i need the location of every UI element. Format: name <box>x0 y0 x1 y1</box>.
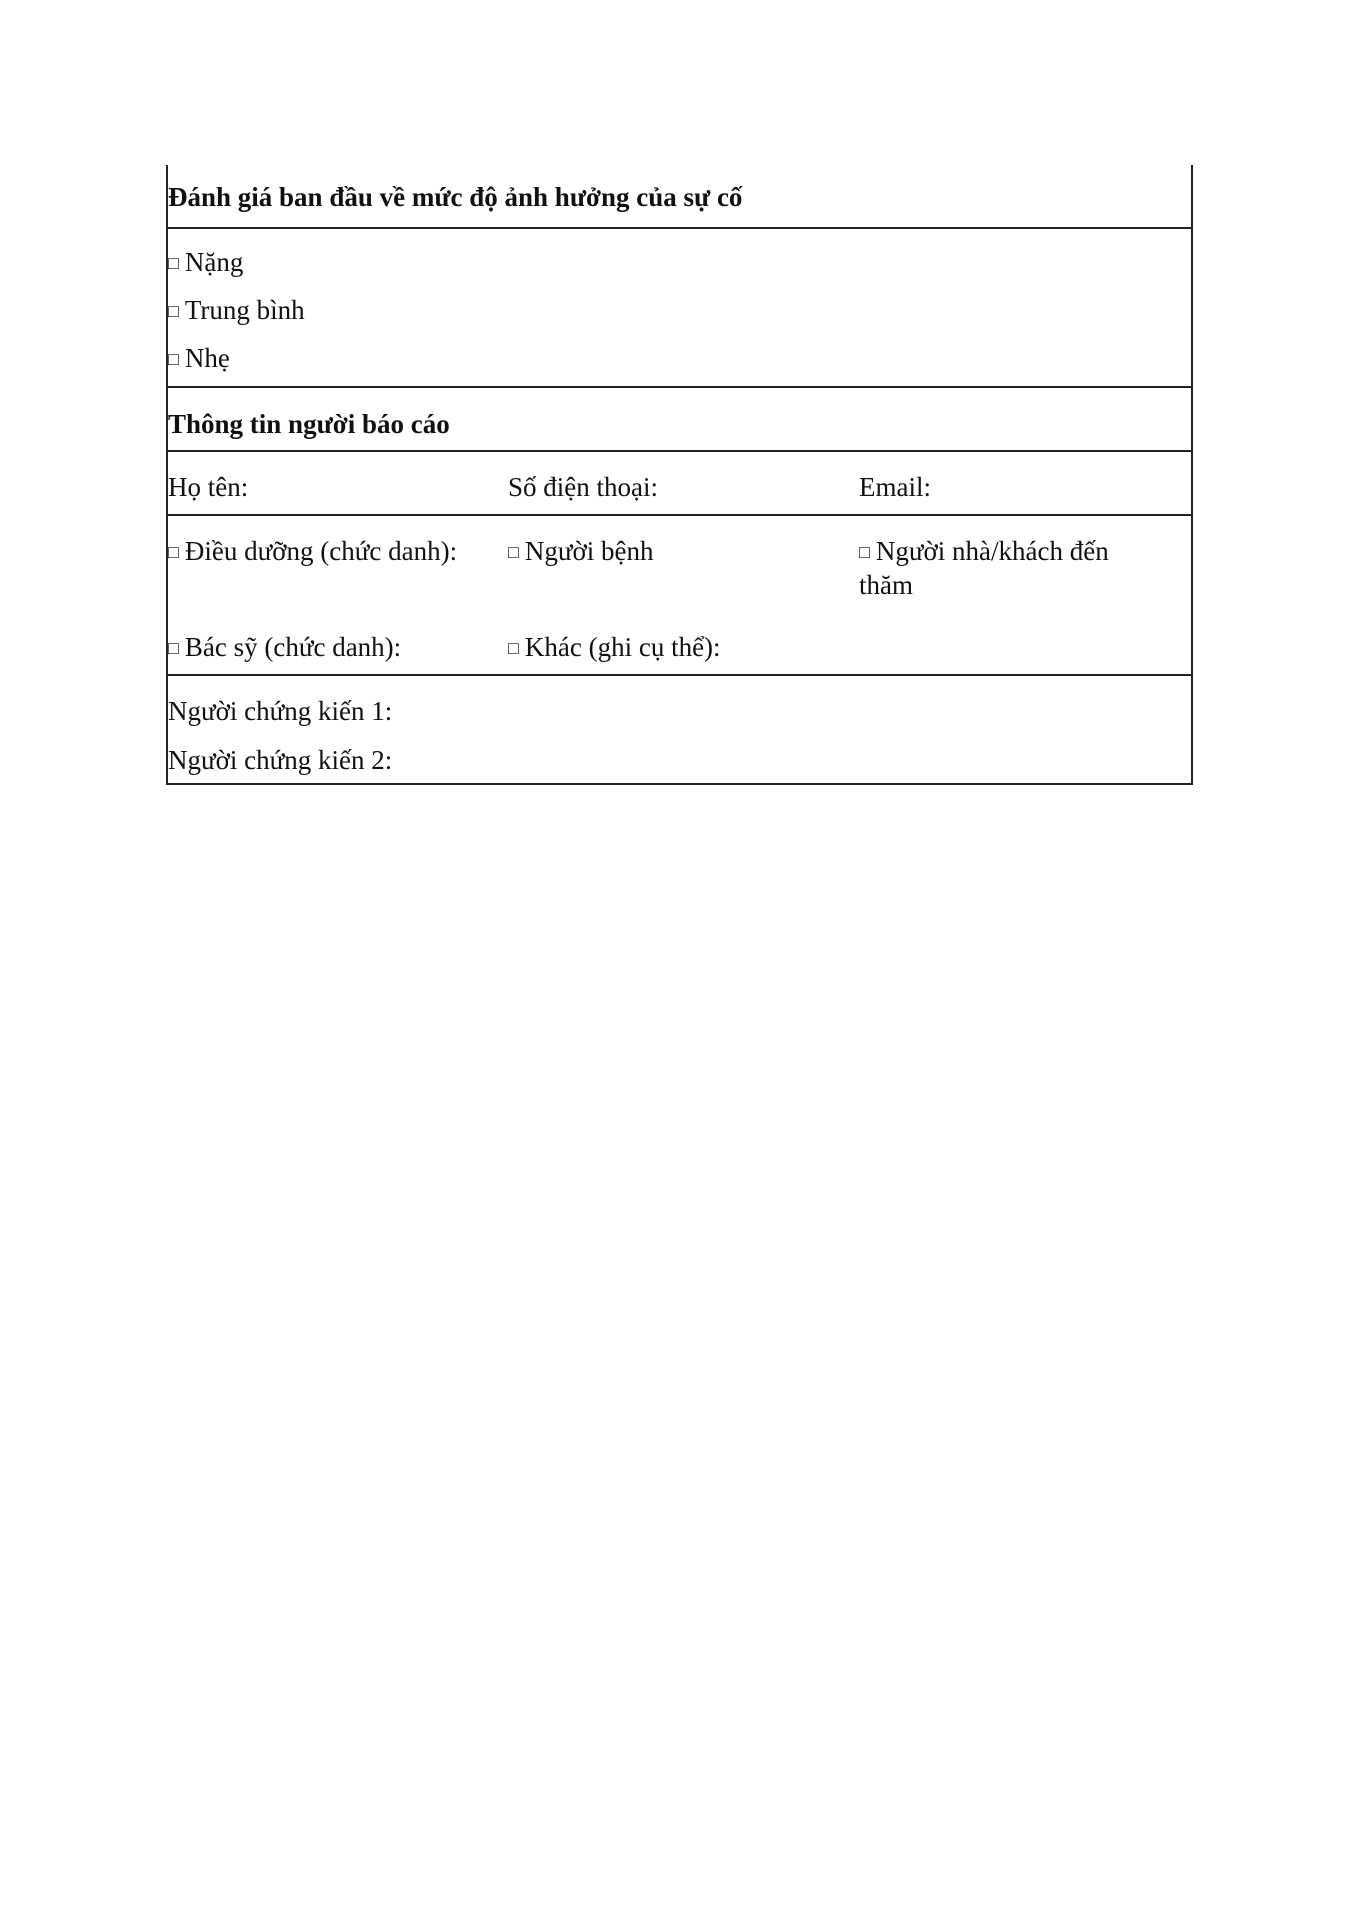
checkbox-icon[interactable]: □ <box>168 253 179 273</box>
severity-heading: Đánh giá ban đầu về mức độ ảnh hưởng của sự cố <box>168 182 743 212</box>
option-label: Nặng <box>184 247 244 277</box>
severity-option-mild[interactable] <box>168 341 230 378</box>
severity-option-severe[interactable] <box>168 245 243 282</box>
role-label: Điều dưỡng (chức danh): <box>184 536 458 566</box>
checkbox-icon[interactable]: □ <box>168 542 179 562</box>
checkbox-icon[interactable]: □ <box>508 638 519 658</box>
checkbox-icon[interactable]: □ <box>168 349 179 369</box>
witness-2-label: Người chứng kiến 2: <box>168 745 393 775</box>
form-table <box>166 165 1193 785</box>
name-field-label: Họ tên: <box>168 472 249 502</box>
witness-1-label: Người chứng kiến 1: <box>168 696 393 726</box>
role-doctor[interactable] <box>168 630 401 667</box>
divider <box>166 450 1193 452</box>
role-visitor-continued: thăm <box>859 570 913 600</box>
checkbox-icon[interactable]: □ <box>508 542 519 562</box>
divider <box>166 386 1193 388</box>
phone-field-label: Số điện thoại: <box>508 472 658 502</box>
divider <box>166 674 1193 676</box>
checkbox-icon[interactable]: □ <box>168 301 179 321</box>
role-label: Người bệnh <box>524 536 654 566</box>
checkbox-icon[interactable]: □ <box>168 638 179 658</box>
role-nurse[interactable] <box>168 534 457 571</box>
severity-option-moderate[interactable] <box>168 293 305 330</box>
role-label: Bác sỹ (chức danh): <box>184 632 402 662</box>
option-label: Nhẹ <box>184 343 230 373</box>
role-label: Người nhà/khách đến <box>875 536 1109 566</box>
role-other[interactable] <box>508 630 721 667</box>
divider <box>166 514 1193 516</box>
role-visitor[interactable] <box>859 534 1109 571</box>
checkbox-icon[interactable]: □ <box>859 542 870 562</box>
option-label: Trung bình <box>184 295 305 325</box>
divider <box>166 227 1193 229</box>
role-patient[interactable] <box>508 534 654 571</box>
role-label: Khác (ghi cụ thể): <box>524 632 721 662</box>
reporter-heading: Thông tin người báo cáo <box>168 409 450 439</box>
email-field-label: Email: <box>859 472 931 502</box>
